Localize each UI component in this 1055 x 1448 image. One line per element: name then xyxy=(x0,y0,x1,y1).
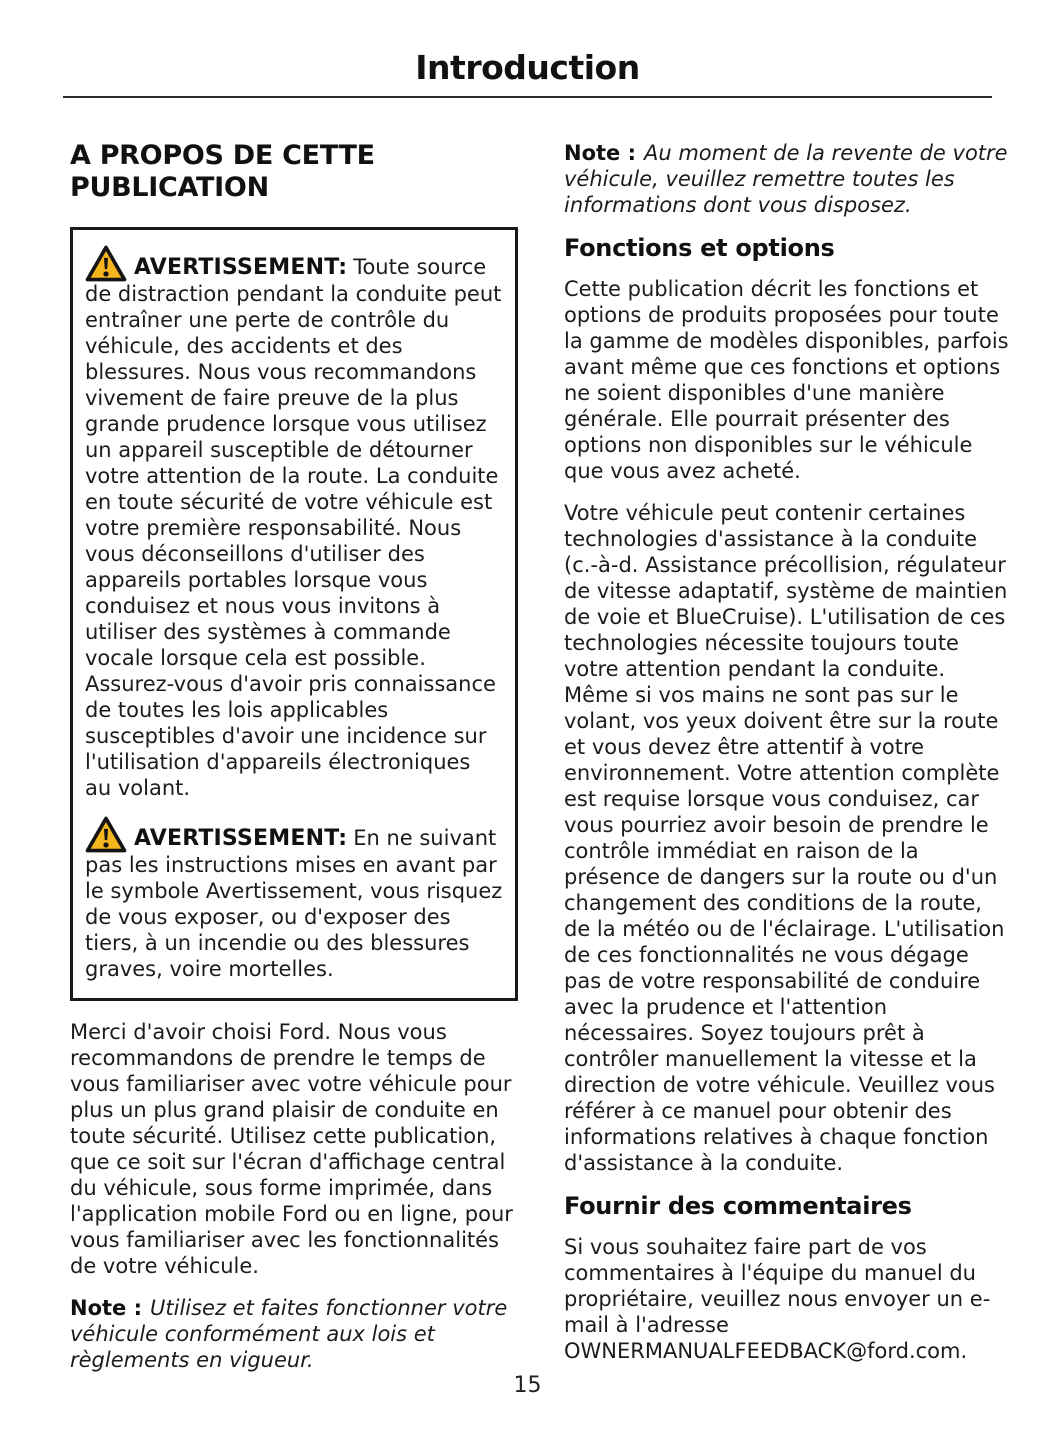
warning-text: En ne suivant pas les instructions mises en avant par le symbole Avertissement, vous risquez de vous exposer, ou d'exposer des tiers, à un incendie ou des blessures graves, voire mortelles. xyxy=(85,825,503,981)
right-column xyxy=(564,140,1010,1389)
content-columns xyxy=(70,140,1010,1389)
page-title: Introduction xyxy=(415,48,640,87)
subsection-heading-fonctions: Fonctions et options xyxy=(564,234,835,262)
warning-triangle-icon xyxy=(85,816,127,853)
note-text: Au moment de la revente de votre véhicule, veuillez remettre toutes les informations dont vous disposez. xyxy=(564,141,1008,217)
section-heading-a-propos: A PROPOS DE CETTE PUBLICATION xyxy=(70,140,375,204)
note-right xyxy=(564,140,1010,218)
note-text: Utilisez et faites fonctionner votre véhicule conformément aux lois et règlements en vigueur. xyxy=(70,1295,508,1372)
paragraph-fournir-1: Si vous souhaitez faire part de vos commentaires à l'équipe du manuel du propriétaire, veuillez nous envoyer un e-mail à l'adresse OWNERMANUALFEEDBACK@ford.com. xyxy=(564,1235,991,1363)
note-label: Note : xyxy=(564,141,636,165)
warning-triangle-icon xyxy=(85,245,127,282)
page-number: 15 xyxy=(513,1373,542,1398)
warning-item-1 xyxy=(85,242,503,801)
note-label: Note : xyxy=(70,1295,142,1320)
warning-item-2 xyxy=(85,813,503,982)
left-column xyxy=(70,140,518,1389)
paragraph-fonctions-2: Votre véhicule peut contenir certaines technologies d'assistance à la conduite (c.-à-d. Assistance précollision, régulateur de vitesse adaptatif, système de maintien de voie et BlueCruise). L'utilisation de ces technologies nécessite toujours toute votre attention pendant la conduite. Même si vos mains ne sont pas sur le volant, vos yeux doivent être sur la route et vous devez être attentif à votre environnement. Votre attention complète est requise lorsque vous conduisez, car vous pourriez avoir besoin de prendre le contrôle immédiat en raison de la présence de dangers sur la route ou d'un changement des conditions de la route, de la météo ou de l'éclairage. L'utilisation de ces fonctionnalités ne vous dégage pas de votre responsabilité de conduire avec la prudence et l'attention nécessaires. Soyez toujours prêt à contrôler manuellement la vitesse et la direction de votre véhicule. Veuillez vous référer à ce manuel pour obtenir des informations relatives à chaque fonction d'assistance à la conduite. xyxy=(564,501,1008,1175)
title-rule xyxy=(63,96,992,98)
body-paragraph-merci: Merci d'avoir choisi Ford. Nous vous recommandons de prendre le temps de vous familiariser avec votre véhicule pour plus un plus grand plaisir de conduite en toute sécurité. Utilisez cette publication, que ce soit sur l'écran d'affichage central du véhicule, sous forme imprimée, dans l'application mobile Ford ou en ligne, pour vous familiariser avec les fonctionnalités de votre véhicule. xyxy=(70,1019,513,1278)
note-left xyxy=(70,1295,518,1373)
warning-label: AVERTISSEMENT: xyxy=(134,254,348,280)
paragraph-fonctions-1: Cette publication décrit les fonctions et options de produits proposées pour toute la gamme de modèles disponibles, parfois avant même que ces fonctions et options ne soient disponibles d'une manière générale. Elle pourrait présenter des options non disponibles sur le véhicule que vous avez acheté. xyxy=(564,277,1009,483)
warning-label: AVERTISSEMENT: xyxy=(134,825,348,851)
subsection-heading-fournir: Fournir des commentaires xyxy=(564,1192,912,1220)
warning-box xyxy=(70,227,518,1001)
warning-text: Toute source de distraction pendant la conduite peut entraîner une perte de contrôle du véhicule, des accidents et des blessures. Nous vous recommandons vivement de faire preuve de la plus grande prudence lorsque vous utilisez un appareil susceptible de détourner votre attention de la route. La conduite en toute sécurité de votre véhicule est votre première responsabilité. Nous vous déconseillons d'utiliser des appareils portables lorsque vous conduisez et nous vous invitons à utiliser des systèmes à commande vocale lorsque cela est possible. Assurez-vous d'avoir pris connaissance de toutes les lois applicables susceptibles d'avoir une incidence sur l'utilisation d'appareils électroniques au volant. xyxy=(85,254,502,800)
